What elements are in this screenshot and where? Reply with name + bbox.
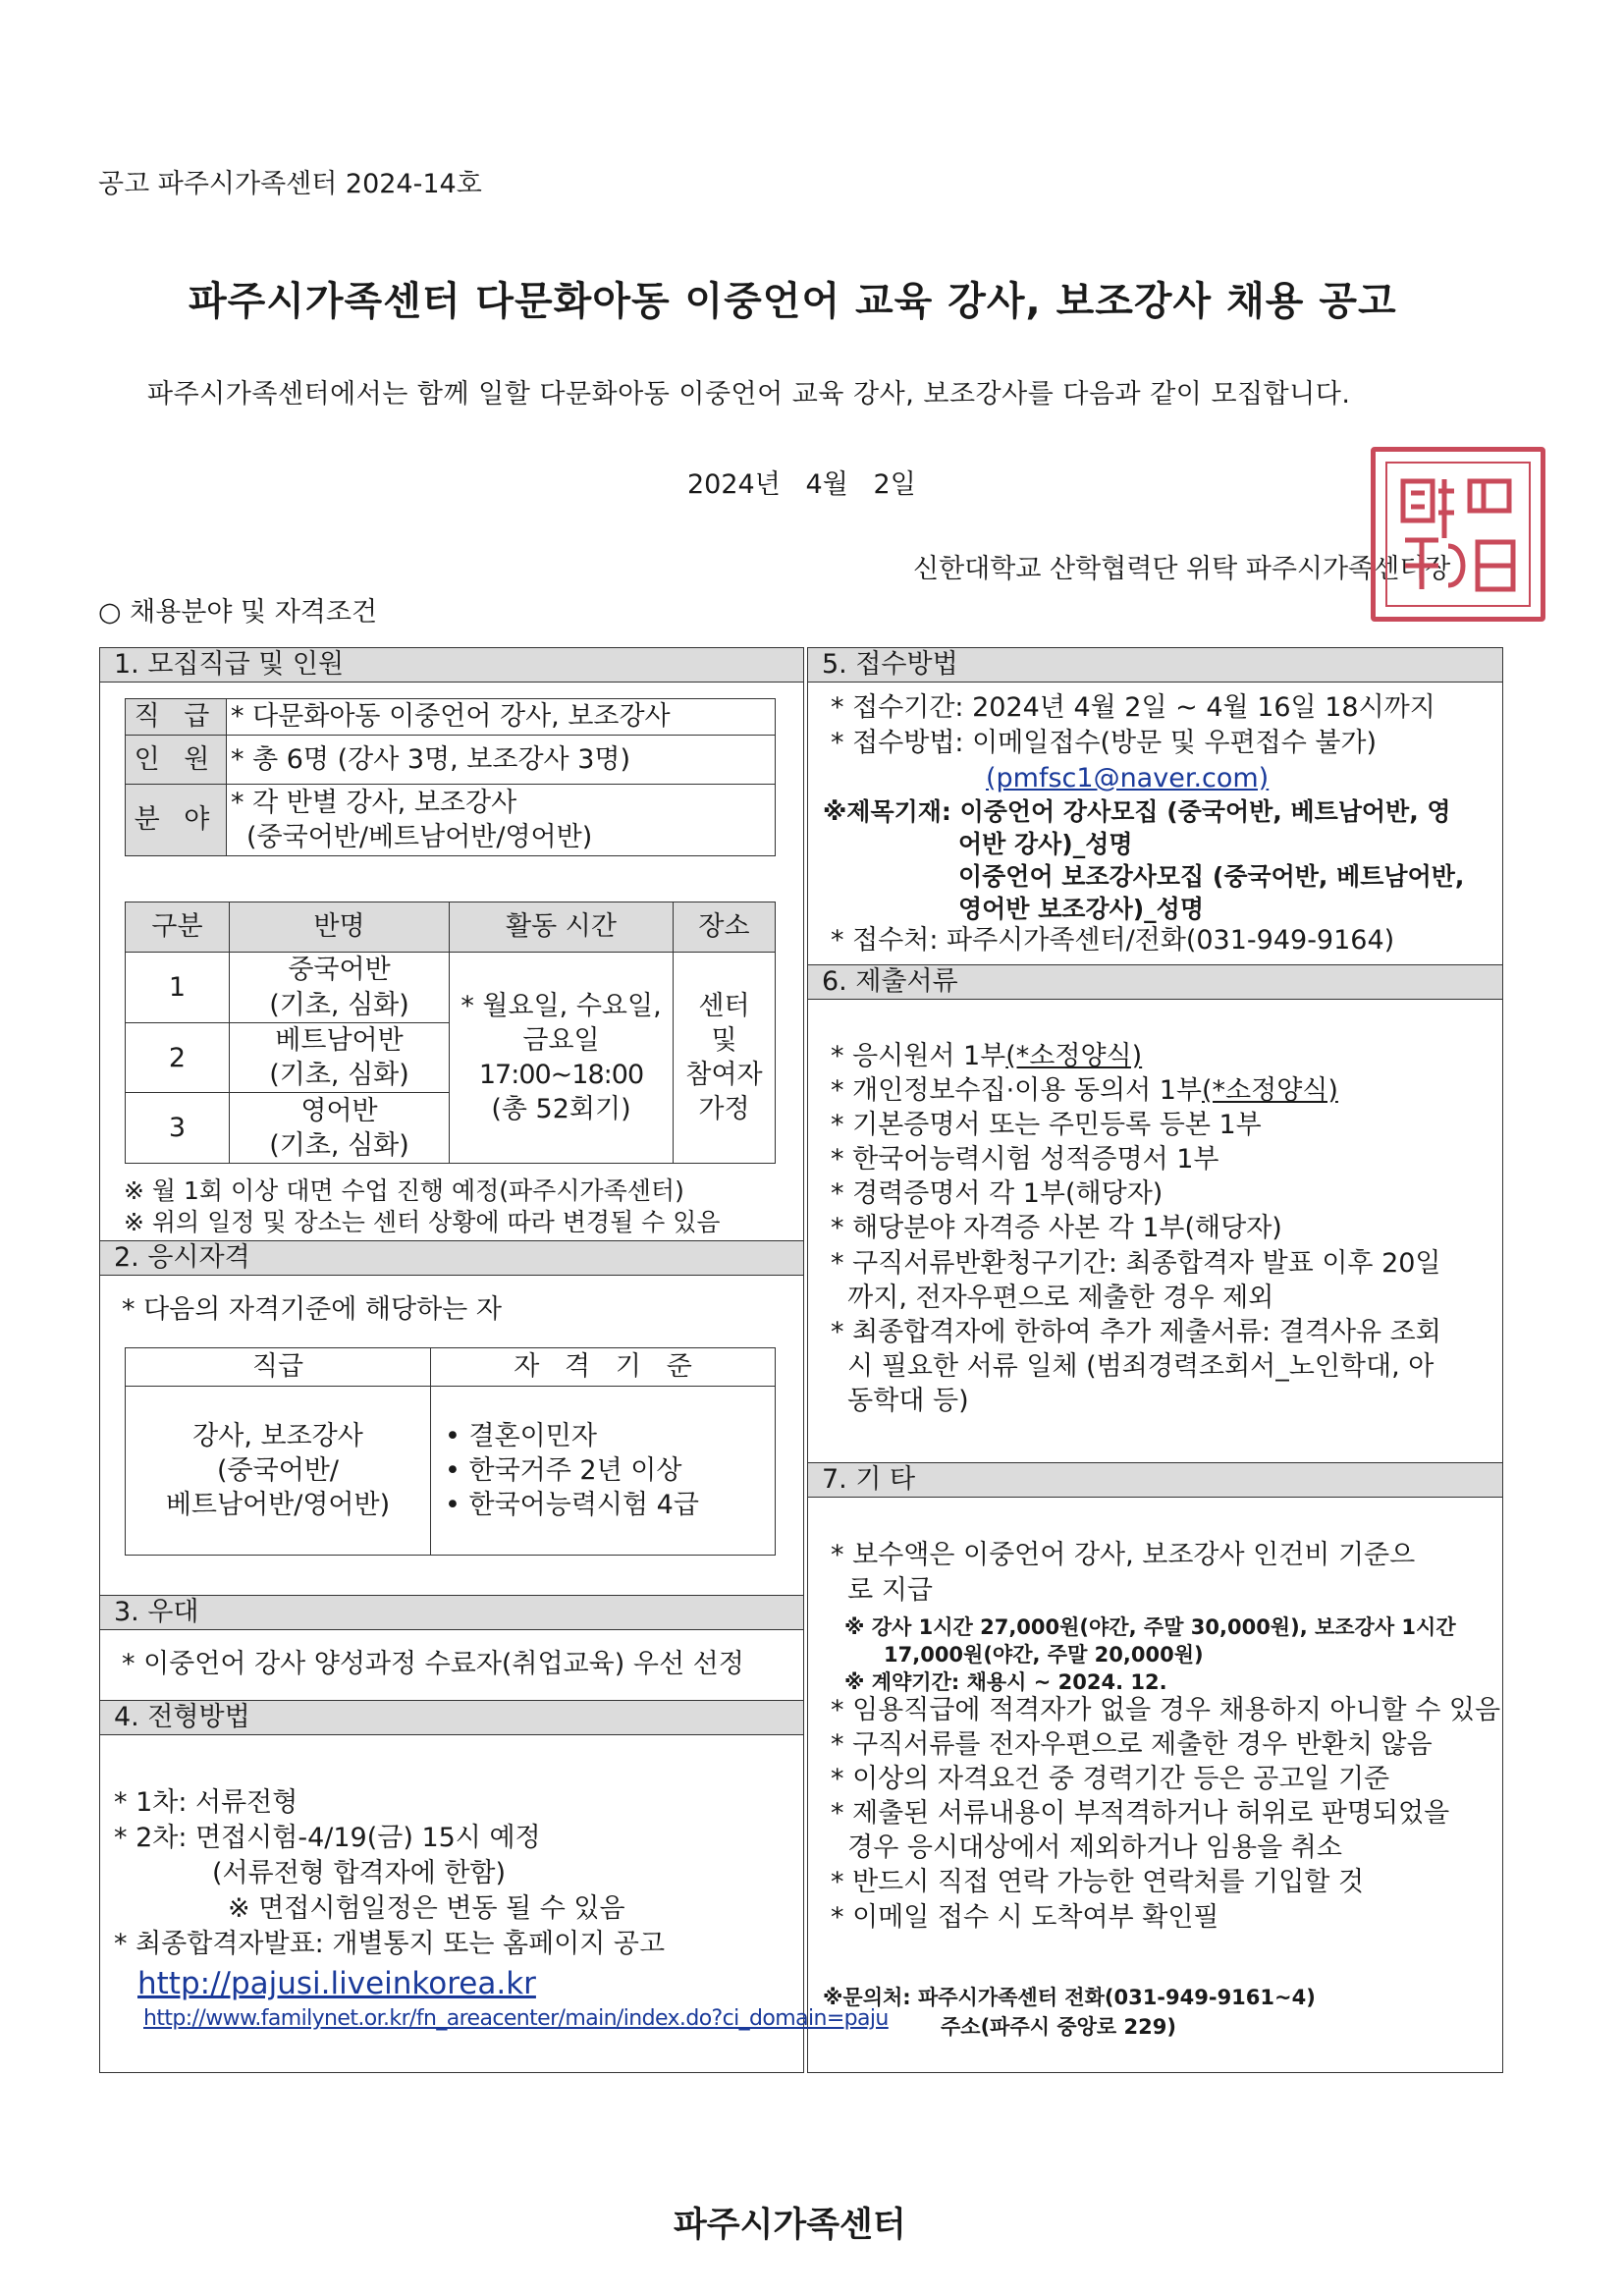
issuer: 신한대학교 산학협력단 위탁 파주시가족센터장 xyxy=(913,554,1451,584)
criteria-item: • 한국거주 2년 이상 xyxy=(445,1454,682,1486)
form-note: (*소정양식) xyxy=(1005,1041,1143,1071)
selection-step-2-note: (서류전형 합격자에 한함) xyxy=(212,1858,507,1888)
official-seal xyxy=(1371,447,1545,622)
subject-line-2a: 이중언어 보조강사모집 (중국어반, 베트남어반, xyxy=(958,862,1465,891)
pay-line-2: 로 지급 xyxy=(831,1575,933,1606)
time-line: 금요일 xyxy=(522,1025,600,1056)
final-announcement: * 최종합격자발표: 개별통지 또는 홈페이지 공고 xyxy=(114,1929,666,1959)
document-item: * 경력증명서 각 1부(해당자) xyxy=(831,1178,1164,1210)
section-1-header: 1. 모집직급 및 인원 xyxy=(99,647,804,683)
class-level-text: (기초, 심화) xyxy=(269,1129,409,1161)
class-no: 3 xyxy=(126,1093,230,1164)
grade-value: * 다문화아동 이중언어 강사, 보조강사 xyxy=(227,699,776,736)
application-period: * 접수기간: 2024년 4월 2일 ~ 4월 16일 18시까지 xyxy=(831,692,1435,723)
email-link[interactable]: (pmfsc1@naver.com) xyxy=(986,763,1270,793)
application-place: * 접수처: 파주시가족센터/전화(031-949-9164) xyxy=(831,925,1395,956)
headcount-label: 인 원 xyxy=(126,736,227,785)
grade-line: (중국어반/ xyxy=(217,1454,339,1486)
selection-step-2: * 2차: 면접시험-4/19(금) 15시 예정 xyxy=(114,1823,541,1853)
misc-list xyxy=(831,1693,1500,1935)
contract-period: ※ 계약기간: 채용시 ~ 2024. 12. xyxy=(844,1670,1167,1694)
form-note: (*소정양식) xyxy=(1202,1075,1338,1107)
field-value xyxy=(227,785,776,856)
time-line: 17:00~18:00 xyxy=(478,1060,644,1091)
section-7-header: 7. 기 타 xyxy=(807,1462,1503,1498)
misc-item: * 이상의 자격요건 중 경력기간 등은 공고일 기준 xyxy=(831,1764,1390,1795)
section-5-header: 5. 접수방법 xyxy=(807,647,1503,683)
document-item: * 최종합격자에 한하여 추가 제출서류: 결격사유 조회 xyxy=(831,1316,1441,1347)
place-line: 참여자 xyxy=(685,1060,763,1091)
class-name xyxy=(230,1093,450,1164)
application-method: * 접수방법: 이메일접수(방문 및 우편접수 불가) xyxy=(831,728,1378,758)
misc-item: * 임용직급에 적격자가 없을 경우 채용하지 아니할 수 있음 xyxy=(831,1695,1501,1725)
schedule-header-place: 장소 xyxy=(674,902,776,953)
application-email[interactable] xyxy=(986,761,1269,795)
section-4-header: 4. 전형방법 xyxy=(99,1700,804,1735)
document-item: 까지, 전자우편으로 제출한 경우 제외 xyxy=(831,1282,1274,1313)
misc-item: * 구직서류를 전자우편으로 제출한 경우 반환치 않음 xyxy=(831,1729,1433,1761)
misc-item: * 제출된 서류내용이 부적격하거나 허위로 판명되었을 xyxy=(831,1798,1450,1830)
qualification-table xyxy=(125,1347,776,1556)
qualification-lead: * 다음의 자격기준에 해당하는 자 xyxy=(122,1294,502,1325)
place-line: 센터 xyxy=(698,990,750,1021)
time-line: (총 52회기) xyxy=(491,1094,631,1125)
pay-rate-2: 17,000원(야간, 주말 20,000원) xyxy=(884,1643,1204,1667)
section-2-header: 2. 응시자격 xyxy=(99,1240,804,1276)
document-item: * 구직서류반환청구기간: 최종합격자 발표 이후 20일 xyxy=(831,1247,1441,1279)
misc-item: * 이메일 접수 시 도착여부 확인필 xyxy=(831,1901,1219,1933)
field-value-line2: (중국어반/베트남어반/영어반) xyxy=(246,822,593,852)
page-title: 파주시가족센터 다문화아동 이중언어 교육 강사, 보조강사 채용 공고 xyxy=(189,279,1397,324)
class-level-text: (기초, 심화) xyxy=(269,989,409,1020)
intro-text: 파주시가족센터에서는 함께 일할 다문화아동 이중언어 교육 강사, 보조강사를 다음과 같이 모집합니다. xyxy=(147,379,1351,410)
qualification-grade xyxy=(126,1387,431,1556)
document-item: 시 필요한 서류 일체 (범죄경력조회서_노인학대, 아 xyxy=(831,1350,1435,1382)
section-3-header: 3. 우대 xyxy=(99,1595,804,1630)
class-no: 1 xyxy=(126,953,230,1023)
documents-list xyxy=(831,1039,1441,1418)
pay-line-1: * 보수액은 이중언어 강사, 보조강사 인건비 기준으 xyxy=(831,1540,1416,1570)
schedule-table xyxy=(125,902,776,1164)
contact-address: 주소(파주시 중앙로 229) xyxy=(941,2015,1176,2039)
document-item: * 해당분야 자격증 사본 각 1부(해당자) xyxy=(831,1213,1282,1244)
schedule-header-time: 활동 시간 xyxy=(450,902,674,953)
familynet-link[interactable]: http://www.familynet.or.kr/fn_areacenter/main/index.do?ci_domain=paju xyxy=(143,2006,889,2031)
section-6-header: 6. 제출서류 xyxy=(807,964,1503,1000)
homepage-link[interactable]: http://pajusi.liveinkorea.kr xyxy=(137,1966,536,2001)
place-line: 및 xyxy=(711,1025,737,1056)
headcount-value: * 총 6명 (강사 3명, 보조강사 3명) xyxy=(227,736,776,785)
notice-number: 공고 파주시가족센터 2024-14호 xyxy=(98,169,482,199)
grade-line: 강사, 보조강사 xyxy=(192,1420,363,1451)
recruitment-table xyxy=(125,698,776,856)
class-name xyxy=(230,953,450,1023)
selection-step-1: * 1차: 서류전형 xyxy=(114,1787,298,1818)
misc-item: 경우 응시대상에서 제외하거나 임용을 취소 xyxy=(831,1832,1342,1864)
seal-glyphs-icon xyxy=(1376,452,1541,617)
subject-line-1a: 이중언어 강사모집 (중국어반, 베트남어반, 영 xyxy=(959,797,1451,826)
document-text: * 응시원서 1부 xyxy=(831,1041,1006,1071)
section-heading: ○ 채용분야 및 자격조건 xyxy=(98,597,378,628)
field-value-line1: * 각 반별 강사, 보조강사 xyxy=(231,787,517,818)
activity-time xyxy=(450,953,674,1164)
class-name-text: 베트남어반 xyxy=(275,1025,404,1056)
class-no: 2 xyxy=(126,1023,230,1093)
preference-text: * 이중언어 강사 양성과정 수료자(취업교육) 우선 선정 xyxy=(122,1649,744,1679)
class-name xyxy=(230,1023,450,1093)
notice-date: 2024년 4월 2일 xyxy=(687,469,916,500)
activity-place xyxy=(674,953,776,1164)
subject-line-1b: 어반 강사)_성명 xyxy=(958,830,1133,858)
pay-rate-1: ※ 강사 1시간 27,000원(야간, 주말 30,000원), 보조강사 1시간 xyxy=(844,1615,1456,1639)
subject-guide xyxy=(823,796,1451,829)
document-item xyxy=(831,1073,1441,1108)
place-line: 가정 xyxy=(698,1094,750,1125)
class-name-text: 영어반 xyxy=(300,1095,378,1126)
schedule-note-1: ※ 월 1회 이상 대면 수업 진행 예정(파주시가족센터) xyxy=(124,1176,684,1205)
qualification-header-grade: 직급 xyxy=(126,1348,431,1387)
criteria-item: • 한국어능력시험 4급 xyxy=(445,1490,699,1521)
document-item: * 기본증명서 또는 주민등록 등본 1부 xyxy=(831,1110,1262,1141)
grade-label: 직 급 xyxy=(126,699,227,736)
time-line: * 월요일, 수요일, xyxy=(460,990,662,1021)
field-label: 분 야 xyxy=(126,785,227,856)
schedule-header-class: 반명 xyxy=(230,902,450,953)
class-level-text: (기초, 심화) xyxy=(269,1060,409,1091)
document-item xyxy=(831,1039,1441,1073)
qualification-criteria xyxy=(431,1387,776,1556)
class-name-text: 중국어반 xyxy=(288,955,391,986)
document-item: * 한국어능력시험 성적증명서 1부 xyxy=(831,1144,1219,1175)
schedule-header-no: 구분 xyxy=(126,902,230,953)
footer-org-name: 파주시가족센터 xyxy=(674,2206,906,2245)
schedule-note-2: ※ 위의 일정 및 장소는 센터 상황에 따라 변경될 수 있음 xyxy=(124,1208,721,1236)
interview-change-note: ※ 면접시험일정은 변동 될 수 있음 xyxy=(228,1893,625,1924)
subject-label: ※제목기재: xyxy=(823,797,960,826)
criteria-item: • 결혼이민자 xyxy=(445,1420,597,1451)
misc-item: * 반드시 직접 연락 가능한 연락처를 기입할 것 xyxy=(831,1867,1365,1898)
grade-line: 베트남어반/영어반) xyxy=(165,1490,391,1521)
document-item: 동학대 등) xyxy=(831,1385,969,1416)
subject-line-2b: 영어반 보조강사)_성명 xyxy=(958,895,1204,923)
contact-phone: ※문의처: 파주시가족센터 전화(031-949-9161~4) xyxy=(823,1986,1316,2009)
qualification-header-criteria: 자 격 기 준 xyxy=(431,1348,776,1387)
document-text: * 개인정보수집·이용 동의서 1부 xyxy=(831,1075,1202,1107)
